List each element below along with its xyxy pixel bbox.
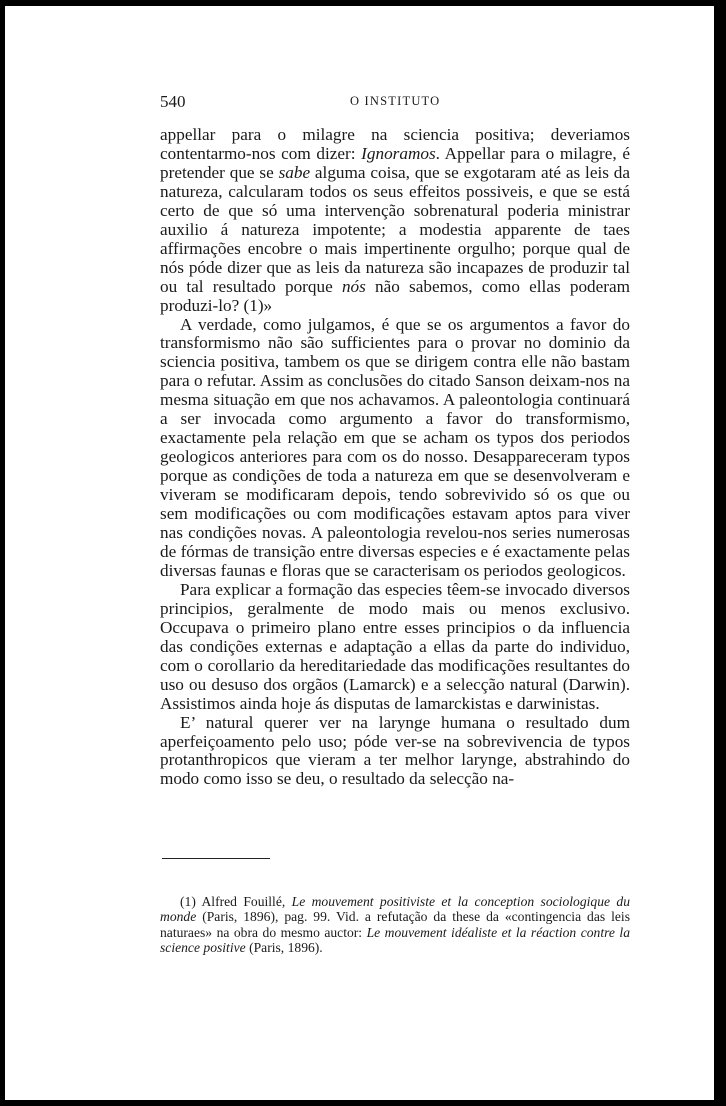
- text-run: (Paris, 1896).: [245, 940, 323, 956]
- footnote: [160, 894, 630, 956]
- italic-run: Ignoramos: [361, 143, 436, 163]
- italic-run: Le mouvement positiviste et la conception sociologique du monde: [160, 893, 630, 925]
- scan-border-bottom: [0, 1100, 726, 1106]
- running-title: O INSTITUTO: [350, 94, 441, 108]
- scan-border-top: [0, 0, 726, 6]
- scan-border-left: [0, 0, 5, 1106]
- paragraph-4: E’ natural querer ver na larynge humana o resultado dum aperfeiçoamento pelo uso; póde ver-se na sobrevivencia de typos protanthropicos que vieram a ter melhor larynge, abstrahindo do modo como isso se deu, o resultado da selecção na-: [160, 712, 630, 789]
- italic-run: Le mouvement idéaliste et la réaction contre la science positive: [160, 924, 630, 956]
- paragraph-2: A verdade, como julgamos, é que se os argumentos a favor do transformismo não são sufficientes para o provar no dominio da sciencia positiva, tambem os que se dirigem contra elle não bastam para o refutar. Assim as conclusões do citado Sanson deixam-nos na mesma situação em que nos achavamos. A paleontologia continuará a ser invocada como argumento a favor do transformismo, exactamente pela relação em que se acham os typos dos periodos geologicos anteriores para com os do nosso. Desappareceram typos porque as condições de toda a natureza em que se desenvolveram e viveram se modificaram depois, tendo sobrevivido só os que ou sem modificações ou com modificações estavam aptos para viver nas condições novas. A paleontologia revelou-nos series numerosas de fórmas de transição entre diversas especies e é exactamente pelas diversas faunas e floras que se caracterisam os periodos geologicos.: [160, 314, 630, 580]
- italic-run: nós: [341, 276, 366, 296]
- text-run: . Appellar para o milagre, é pretender que se: [160, 143, 630, 182]
- body-text: [160, 126, 630, 789]
- page-header: [160, 92, 630, 112]
- italic-run: sabe: [278, 162, 311, 182]
- paragraph-1: [160, 126, 630, 316]
- page-number: 540: [160, 92, 186, 111]
- text-run: (Paris, 1896), pag. 99. Vid. a refutação da these da «contingencia das leis naturaes» na obra do mesmo auctor:: [160, 909, 630, 940]
- text-run: alguma coisa, que se exgotaram até as leis da natureza, calcularam todos os seus effeitos possiveis, e que se está certo de que só uma intervenção sobrenatural poderia ministrar auxilio á natureza impotente; a modestia apparente de taes affirmações encobre o mais impertinente orgulho; porque qual de nós póde dizer que as leis da natureza são incapazes de produzir tal ou tal resultado porque: [160, 162, 630, 296]
- footnote-divider: [162, 858, 270, 859]
- text-run: (1) Alfred Fouillé,: [180, 893, 292, 909]
- text-run: não sabemos, como ellas poderam produzi-lo? (1)»: [160, 276, 630, 315]
- paragraph-3: Para explicar a formação das especies têem-se invocado diversos principios, geralmente de modo mais ou menos exclusivo. Occupava o primeiro plano entre esses principios o da influencia das condições externas e adaptação a ellas da parte do individuo, com o corollario da hereditariedade das modificações resultantes do uso ou desuso dos orgãos (Lamarck) e a selecção natural (Darwin). Assistimos ainda hoje ás disputas de lamarckistas e darwinistas.: [160, 579, 630, 713]
- scan-border-right: [714, 0, 726, 1106]
- text-run: appellar para o milagre na sciencia positiva; deveriamos contentarmo-nos com dizer:: [160, 125, 630, 163]
